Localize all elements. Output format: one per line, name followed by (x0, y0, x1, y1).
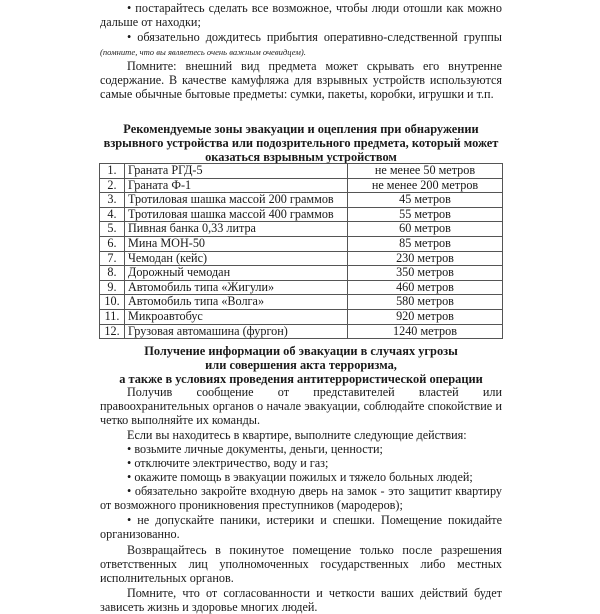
evacuation-distance: 85 метров (348, 236, 503, 251)
evacuation-distance: не менее 200 метров (348, 178, 503, 193)
row-number: 5. (100, 222, 125, 237)
row-number: 9. (100, 280, 125, 295)
evacuation-distance: 55 метров (348, 207, 503, 222)
row-number: 4. (100, 207, 125, 222)
row-number: 1. (100, 164, 125, 179)
device-name: Автомобиль типа «Волга» (125, 295, 348, 310)
follow-authorities-paragraph: Получив сообщение от представителей властей или правоохранительных органов о начале эвакуации, соблюдайте спокойствие и четко выполняйте их команды. (100, 385, 502, 428)
table-row (100, 236, 503, 251)
evacuation-info-heading (100, 344, 502, 386)
row-number: 6. (100, 236, 125, 251)
action-bullet-no-panic: • не допускайте паники, истерики и спешки. Помещение покидайте организованно. (100, 513, 502, 542)
device-name: Тротиловая шашка массой 400 граммов (125, 207, 348, 222)
camouflage-warning-paragraph: Помните: внешний вид предмета может скрывать его внутренне содержание. В качестве камуфляжа для взрывных устройств используются самые обычные бытовые предметы: сумки, пакеты, коробки, игрушки и т.п. (100, 59, 502, 102)
device-name: Чемодан (кейс) (125, 251, 348, 266)
row-number: 11. (100, 309, 125, 324)
table-row (100, 280, 503, 295)
evacuation-heading-line-2: или совершения акта терроризма, (205, 358, 397, 372)
action-bullet-utilities: • отключите электричество, воду и газ; (127, 456, 329, 470)
action-bullet-documents: • возьмите личные документы, деньги, ценности; (127, 442, 383, 456)
evacuation-distance: 45 метров (348, 193, 503, 208)
table-row (100, 324, 503, 339)
row-number: 2. (100, 178, 125, 193)
intro-bullet-wait-group-text: • обязательно дождитесь прибытия оперативно-следственной группы (127, 30, 502, 44)
evacuation-heading-line-3: а также в условиях проведения антитеррористической операции (119, 372, 483, 386)
apartment-actions-intro: Если вы находитесь в квартире, выполните следующие действия: (127, 428, 467, 442)
table-row (100, 295, 503, 310)
intro-bullet-wait-group (100, 30, 502, 59)
action-bullet-lock-door: • обязательно закройте входную дверь на замок - это защитит квартиру от возможного проникновения преступников (мародеров); (100, 484, 502, 513)
action-bullet-help-elderly: • окажите помощь в эвакуации пожилых и тяжело больных людей; (127, 470, 473, 484)
row-number: 8. (100, 266, 125, 281)
eyewitness-note: (помните, что вы являетесь очень важным очевидцем). (100, 47, 306, 58)
evacuation-distance: 230 метров (348, 251, 503, 266)
device-name: Мина МОН-50 (125, 236, 348, 251)
evacuation-distance: 60 метров (348, 222, 503, 237)
row-number: 3. (100, 193, 125, 208)
row-number: 10. (100, 295, 125, 310)
table-row (100, 193, 503, 208)
evacuation-distance: 1240 метров (348, 324, 503, 339)
device-name: Пивная банка 0,33 литра (125, 222, 348, 237)
device-name: Дорожный чемодан (125, 266, 348, 281)
device-name: Граната РГД-5 (125, 164, 348, 179)
evacuation-distance: 350 метров (348, 266, 503, 281)
table-row (100, 266, 503, 281)
table-row (100, 164, 503, 179)
evacuation-distance: 580 метров (348, 295, 503, 310)
table-row (100, 207, 503, 222)
evacuation-heading-line-1: Получение информации об эвакуации в случаях угрозы (144, 344, 458, 358)
intro-bullet-move-people: • постарайтесь сделать все возможное, чтобы люди отошли как можно дальше от находки; (100, 1, 502, 30)
coordination-reminder-paragraph: Помните, что от согласованности и четкости ваших действий будет зависеть жизнь и здоровье многих людей. (100, 586, 502, 614)
device-name: Тротиловая шашка массой 200 граммов (125, 193, 348, 208)
evacuation-zones-heading: Рекомендуемые зоны эвакуации и оцепления при обнаружении взрывного устройства или подозрительного предмета, который может оказаться взрывным устройством (103, 122, 499, 164)
table-row (100, 222, 503, 237)
evacuation-distance: 920 метров (348, 309, 503, 324)
table-row (100, 309, 503, 324)
device-name: Автомобиль типа «Жигули» (125, 280, 348, 295)
return-permission-paragraph: Возвращайтесь в покинутое помещение только после разрешения ответственных лиц уполномоченных государственных либо местных исполнительных органов. (100, 543, 502, 586)
row-number: 7. (100, 251, 125, 266)
device-name: Грузовая автомашина (фургон) (125, 324, 348, 339)
evacuation-zones-table (99, 163, 503, 339)
table-row (100, 251, 503, 266)
evacuation-distance: 460 метров (348, 280, 503, 295)
table-row (100, 178, 503, 193)
evacuation-distance: не менее 50 метров (348, 164, 503, 179)
device-name: Микроавтобус (125, 309, 348, 324)
row-number: 12. (100, 324, 125, 339)
device-name: Граната Ф-1 (125, 178, 348, 193)
